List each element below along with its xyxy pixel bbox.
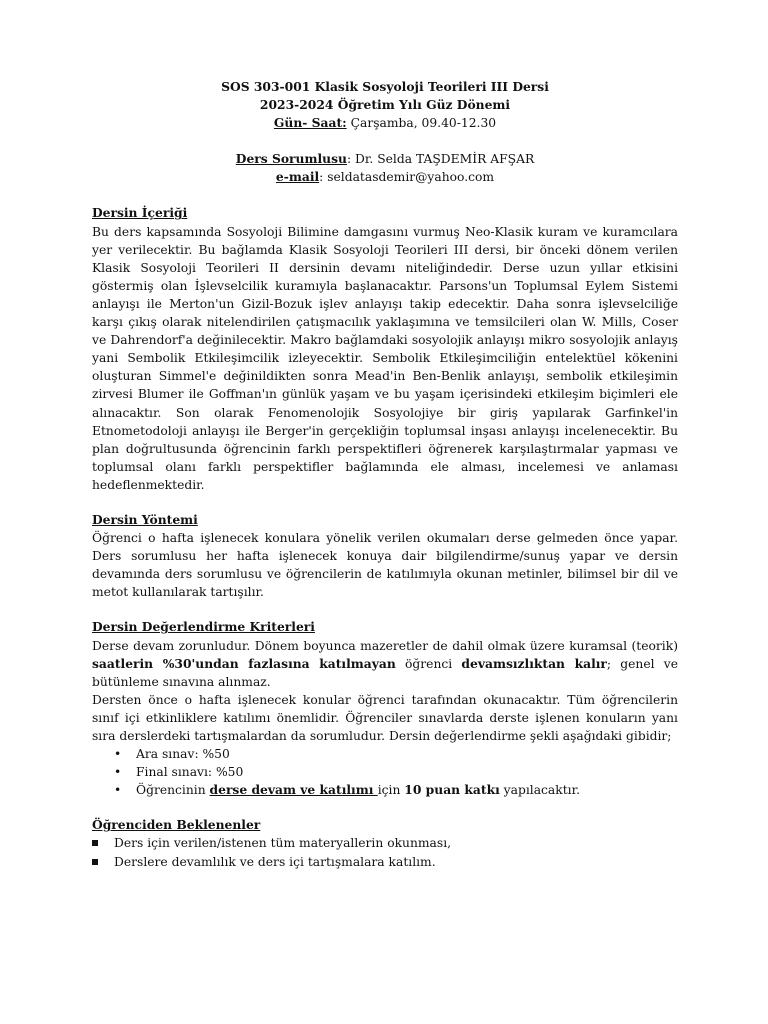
bonus-attendance: derse devam ve katılımı — [209, 782, 378, 798]
expectations-list — [92, 834, 678, 870]
schedule-value: Çarşamba, 09.40-12.30 — [346, 116, 497, 131]
expectation-participation: Derslere devamlılık ve ders içi tartışmalara katılım. — [114, 854, 436, 869]
schedule-line — [92, 114, 678, 132]
list-item — [92, 745, 678, 763]
grading-list — [92, 745, 678, 799]
method-section — [92, 511, 678, 601]
evaluation-paragraph-2: Dersten önce o hafta işlenecek konular öğrenci tarafından okunacaktır. Tüm öğrencilerin sınıf içi etkinliklere katılımı önemlidir. Öğrenciler sınavlarda derste işlenen konuların yanı sıra derslerdeki tartışmalardan da sorumludur. Dersin değerlendirme şekli aşağıdaki gibidir; — [92, 692, 678, 743]
bonus-text-2: için — [377, 783, 405, 798]
attendance-text-2: öğrenci — [395, 656, 462, 671]
instructor-line — [92, 150, 678, 168]
attendance-text: Derse devam zorunludur. Dönem boyunca mazeretler de dahil olmak üzere kuramsal (teorik) — [92, 638, 678, 653]
content-section-body: Bu ders kapsamında Sosyoloji Bilimine damgasını vurmuş Neo-Klasik kuram ve kuramcılara yer verilecektir. Bu bağlamda Klasik Sosyoloji Teorileri III dersi, bir önceki dönem verilen Klasik Sosyoloji Teorileri II dersinin devamı niteliğindedir. Derse uzun yıllar etkisini göstermiş olan İşlevselcilik kuramıyla başlanacaktır. Parsons'un Toplumsal Eylem Sistemi anlayışı ile Merton'un Gizil-Bozuk işlev anlayışı takip edecektir. Daha sonra işlevselciliğe karşı çıkış olarak nitelendirilen çatışmacılık yaklaşımına ve temsilcileri olan W. Mills, Coser ve Dahrendorf'a değinilecektir. Makro bağlamdaki sosyolojik anlayışı mikro sosyolojik anlayış yani Sembolik Etkileşimcilik izleyecektir. Sembolik Etkileşimciliğin entelektüel kökenini oluşturan Simmel'e değinildikten sonra Mead'in Ben-Benlik anlayışı, sembolik etkileşimin zirvesi Blumer ile Goffman'ın günlük yaşam ve bu yaşam içerisindeki etkileşim biçimleri ele alınacaktır. Son olarak Fenomenolojik Sosyolojiye bir giriş yapılarak Garfinkel'in Etnometodoloji anlayışı ile Berger'in gerçekliğin toplumsal inşası anlayışı incelenecektir. Bu plan doğrultusunda öğrencinin farklı perspektifleri öğrenerek karşılaştırmalar yapması ve toplumsal olanı farklı perspektifler bağlamında ele alması, incelemesi ve anlaması hedeflenmektedir. — [92, 224, 678, 492]
evaluation-paragraph-1 — [92, 637, 678, 691]
course-title: SOS 303-001 Klasik Sosyoloji Teorileri III Dersi — [221, 79, 549, 94]
email-line — [92, 168, 678, 186]
instructor-label: Ders Sorumlusu — [235, 151, 347, 167]
method-section-body: Öğrenci o hafta işlenecek konulara yönelik verilen okumaları derse gelmeden önce yapar. Ders sorumlusu her hafta işlenecek konuya dair bilgilendirme/sunuş yapar ve dersin devamında ders sorumlusu ve öğrencilerin de katılımıyla okunan metinler, bilimsel bir dil ve metot kullanılarak tartışılır. — [92, 531, 678, 600]
document-header — [92, 78, 678, 186]
bonus-points: 10 puan katkı — [404, 782, 500, 798]
list-item — [92, 763, 678, 781]
attendance-fail: devamsızlıktan kalır — [461, 655, 607, 671]
bullet-icon: • — [114, 765, 122, 780]
method-section-title: Dersin Yöntemi — [92, 511, 198, 527]
email-label: e-mail — [275, 169, 320, 185]
content-section-title: Dersin İçeriği — [92, 205, 188, 221]
bullet-icon: • — [114, 783, 122, 798]
bonus-text-3: yapılacaktır. — [499, 783, 581, 798]
evaluation-section-title: Dersin Değerlendirme Kriterleri — [92, 619, 315, 635]
square-bullet-icon — [92, 859, 98, 865]
midterm-weight: Ara sınav: %50 — [136, 747, 230, 762]
list-item — [92, 834, 678, 852]
instructor-value: : Dr. Selda TAŞDEMİR AFŞAR — [346, 152, 535, 167]
attendance-threshold: saatlerin %30'undan fazlasına katılmayan — [92, 655, 396, 671]
schedule-label: Gün- Saat: — [273, 115, 347, 131]
bullet-icon: • — [114, 747, 122, 762]
expectations-section-title: Öğrenciden Beklenenler — [92, 817, 261, 833]
expectation-reading: Ders için verilen/istenen tüm materyallerin okunması, — [114, 836, 452, 851]
evaluation-section — [92, 618, 678, 799]
attendance-text-3: ; genel ve bütünleme sınavına alınmaz. — [92, 656, 678, 689]
list-item — [92, 781, 678, 799]
square-bullet-icon — [92, 840, 98, 846]
content-section — [92, 204, 678, 494]
email-value: : seldatasdemir@yahoo.com — [319, 170, 495, 185]
list-item — [92, 853, 678, 871]
bonus-text: Öğrencinin — [136, 783, 210, 798]
final-weight: Final sınavı: %50 — [136, 765, 244, 780]
term-title: 2023-2024 Öğretim Yılı Güz Dönemi — [259, 97, 511, 113]
expectations-section — [92, 816, 678, 870]
